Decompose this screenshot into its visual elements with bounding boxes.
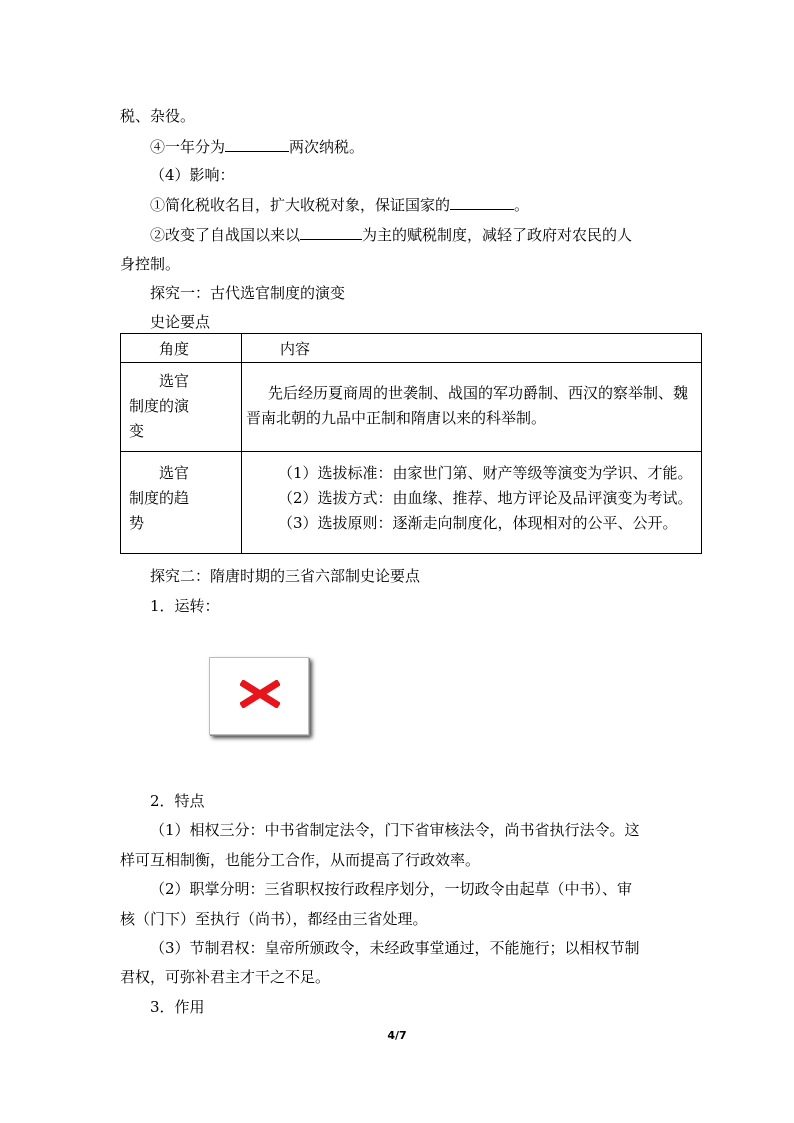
header-angle: 角度 [121, 334, 242, 363]
text-line: 税、杂役。 [120, 107, 196, 125]
table-header-row [121, 334, 702, 363]
broken-image-placeholder [209, 657, 309, 735]
row-label [121, 452, 242, 554]
label-line: 选官 [159, 464, 190, 482]
text-segment: 两次纳税。 [289, 138, 365, 156]
content-line: 晋南北朝的九品中正制和隋唐以来的科举制。 [246, 409, 547, 427]
text-line: 身控制。 [120, 255, 181, 273]
row-content [242, 452, 702, 554]
text-line: （2）职掌分明：三省职权按行政程序划分，一切政令由起草（中书）、审 [150, 880, 633, 898]
text-segment: 为主的赋税制度，减轻了政府对农民的人 [362, 226, 633, 244]
label-line: 势 [129, 514, 145, 532]
label-line: 选官 [159, 372, 190, 390]
text-line [150, 136, 364, 157]
content-line: （3）选拔原则：逐渐走向制度化，体现相对的公平、公开。 [278, 514, 678, 532]
text-line: 样可互相制衡，也能分工合作，从而提高了行政效率。 [120, 851, 481, 869]
list-item: 1．运转： [150, 597, 220, 615]
section-heading: 探究一：古代选官制度的演变 [150, 284, 346, 302]
text-segment: ④一年分为 [150, 138, 226, 156]
text-segment: ②改变了自战国以来以 [150, 226, 301, 244]
label-line: 制度的趋 [129, 489, 190, 507]
text-line: （3）节制君权：皇帝所颁政令，未经政事堂通过，不能施行；以相权节制 [150, 939, 640, 957]
content-line: （2）选拔方式：由血缘、推荐、地方评论及品评演变为考试。 [278, 489, 693, 507]
row-label [121, 363, 242, 452]
fill-blank[interactable] [225, 136, 289, 152]
text-line: （1）相权三分：中书省制定法令，门下省审核法令，尚书省执行法令。这 [150, 821, 640, 839]
table-row [121, 363, 702, 452]
text-line: 君权，可弥补君主才干之不足。 [120, 968, 331, 986]
page-number: 4/7 [387, 1029, 407, 1042]
content-line: 先后经历夏商周的世袭制、战国的军功爵制、西汉的察举制、魏 [268, 384, 689, 402]
section-heading: 探究二：隋唐时期的三省六部制史论要点 [150, 567, 421, 585]
row-content [242, 363, 702, 452]
label-line: 变 [129, 422, 145, 440]
selection-system-table [120, 333, 702, 554]
fill-blank[interactable] [300, 224, 362, 240]
text-segment: ①简化税收名目，扩大收税对象，保证国家的 [150, 196, 451, 214]
text-line [150, 194, 529, 215]
header-content: 内容 [242, 334, 702, 363]
label-line: 制度的演 [129, 397, 190, 415]
text-line [150, 224, 632, 245]
red-x-icon [240, 680, 280, 708]
list-item: 2．特点 [150, 792, 205, 810]
text-line: 史论要点 [150, 313, 211, 331]
text-line: 核（门下）至执行（尚书），都经由三省处理。 [120, 910, 428, 928]
list-item: 3．作用 [150, 998, 205, 1016]
text-segment: 。 [514, 196, 530, 214]
table-row [121, 452, 702, 554]
text-line: （4）影响： [150, 166, 235, 184]
fill-blank[interactable] [450, 194, 514, 210]
content-line: （1）选拔标准：由家世门第、财产等级等演变为学识、才能。 [278, 464, 693, 482]
